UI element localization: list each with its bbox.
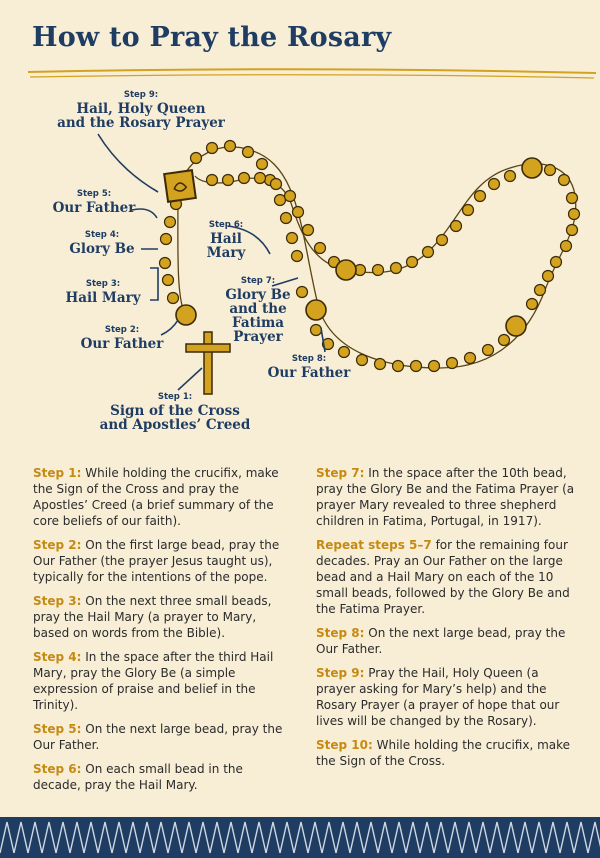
label-step2-number: Step 2: (104, 325, 140, 335)
small-bead (447, 358, 458, 369)
label-step8 (262, 355, 356, 380)
instruction-step1 (33, 465, 283, 529)
label-step9-number: Step 9: (123, 90, 159, 100)
small-bead (207, 175, 218, 186)
instruction-step6 (33, 761, 283, 793)
small-bead (391, 263, 402, 274)
small-bead (165, 217, 176, 228)
label-step3-text: Hail Mary (65, 289, 141, 306)
label-step9 (48, 91, 234, 130)
label-step7-text-line4: Prayer (233, 329, 283, 346)
label-step6-number: Step 6: (208, 220, 244, 230)
label-step1-number: Step 1: (157, 392, 193, 402)
small-bead (357, 355, 368, 366)
label-step8-text: Our Father (267, 364, 351, 381)
label-step4 (62, 231, 142, 256)
small-bead (191, 153, 202, 164)
small-bead (567, 225, 578, 236)
instruction-step7 (316, 465, 576, 529)
instruction-step9 (316, 665, 576, 729)
label-step6-text-line2: Mary (206, 245, 246, 262)
instruction-step10-key: Step 10: (316, 738, 373, 752)
label-step9-text-line2: and the Rosary Prayer (57, 115, 225, 132)
label-step1 (92, 393, 258, 432)
arrow-step1 (178, 368, 202, 390)
small-bead (465, 353, 476, 364)
small-bead (293, 207, 304, 218)
instruction-step9-key: Step 9: (316, 666, 365, 680)
small-bead (527, 299, 538, 310)
small-bead (545, 165, 556, 176)
label-step4-text: Glory Be (69, 240, 135, 257)
title-underline-2 (30, 75, 594, 78)
instruction-step3-key: Step 3: (33, 594, 82, 608)
small-bead (505, 171, 516, 182)
small-bead (281, 213, 292, 224)
small-bead (223, 175, 234, 186)
small-bead (429, 361, 440, 372)
instruction-repeat-text: for the remaining four decades. Pray an Our Father on the large bead and a Hail Mary on each of the 10 small beads, followed by the Glory Be and the Fatima Prayer. (316, 538, 570, 616)
instruction-step6-key: Step 6: (33, 762, 82, 776)
small-bead (207, 143, 218, 154)
bracket-step3 (150, 268, 158, 300)
instruction-step10-text: While holding the crucifix, make the Sign of the Cross. (316, 738, 571, 768)
instruction-step4-key: Step 4: (33, 650, 82, 664)
instruction-step5 (33, 721, 283, 753)
large-bead (336, 260, 356, 280)
small-bead (561, 241, 572, 252)
large-bead (306, 300, 326, 320)
instruction-step9-text: Pray the Hail, Holy Queen (a prayer asking for Mary’s help) and the Rosary Prayer (a prayer of hope that our lives will be changed by the Rosary). (316, 666, 560, 728)
large-bead (522, 158, 542, 178)
instruction-step3-text: On the next three small beads, pray the Hail Mary (a prayer to Mary, based on words from the Bible). (33, 594, 272, 640)
small-bead (373, 265, 384, 276)
label-step7 (220, 277, 296, 345)
label-step6 (196, 221, 256, 260)
small-bead (311, 325, 322, 336)
small-bead (407, 257, 418, 268)
instruction-step8-text: On the next large bead, pray the Our Father. (316, 626, 566, 656)
instruction-step5-text: On the next large bead, pray the Our Father. (33, 722, 283, 752)
small-bead (243, 147, 254, 158)
label-step3-number: Step 3: (85, 279, 121, 289)
instruction-step1-key: Step 1: (33, 466, 82, 480)
instruction-repeat-key: Repeat steps 5–7 (316, 538, 432, 552)
small-bead (483, 345, 494, 356)
label-step1-text-line1: Sign of the Cross (110, 402, 240, 419)
instruction-step8-key: Step 8: (316, 626, 365, 640)
large-bead (176, 305, 196, 325)
instruction-step2-key: Step 2: (33, 538, 82, 552)
label-step6-text-line1: Hail (210, 230, 242, 247)
instruction-step5-key: Step 5: (33, 722, 82, 736)
small-bead (569, 209, 580, 220)
label-step8-number: Step 8: (291, 354, 327, 364)
instruction-step1-text: While holding the crucifix, make the Sign of the Cross and pray the Apostles’ Creed (a brief summary of the core beliefs of our faith). (33, 466, 279, 528)
small-bead (297, 287, 308, 298)
label-step4-number: Step 4: (84, 230, 120, 240)
small-bead (161, 234, 172, 245)
small-bead (499, 335, 510, 346)
instruction-step10 (316, 737, 576, 769)
small-bead (551, 257, 562, 268)
instruction-step8 (316, 625, 576, 657)
small-bead (451, 221, 462, 232)
arrow-step9 (98, 134, 158, 192)
small-bead (287, 233, 298, 244)
centerpiece-medal-icon (164, 170, 196, 202)
small-bead (168, 293, 179, 304)
small-bead (411, 361, 422, 372)
small-bead (437, 235, 448, 246)
small-bead (423, 247, 434, 258)
instructions-right-column (316, 465, 576, 777)
small-bead (160, 258, 171, 269)
title-underline (28, 69, 596, 73)
label-step3 (58, 280, 148, 305)
instruction-step4 (33, 649, 283, 713)
small-bead (535, 285, 546, 296)
small-bead (315, 243, 326, 254)
instruction-step7-text: In the space after the 10th bead, pray the Glory Be and the Fatima Prayer (a prayer Mary revealed to three shepherd children in Fatima, Portugal, in 1917). (316, 466, 575, 528)
small-bead (255, 173, 266, 184)
small-bead (225, 141, 236, 152)
small-bead (393, 361, 404, 372)
instructions-left-column (33, 465, 283, 801)
instruction-repeat (316, 537, 576, 617)
instruction-step3 (33, 593, 283, 641)
instruction-step2 (33, 537, 283, 585)
small-bead (285, 191, 296, 202)
instruction-step2-text: On the first large bead, pray the Our Father (the prayer Jesus taught us), typically for the intentions of the pope. (33, 538, 280, 584)
small-bead (567, 193, 578, 204)
small-bead (163, 275, 174, 286)
label-step7-number: Step 7: (240, 276, 276, 286)
label-step7-text-line1: Glory Be (225, 286, 291, 303)
large-bead (506, 316, 526, 336)
small-bead (292, 251, 303, 262)
label-step7-text-line3: Fatima (232, 315, 284, 332)
small-bead (543, 271, 554, 282)
label-step7-text-line2: and the (229, 301, 287, 318)
label-step1-text-line2: and Apostles’ Creed (99, 417, 251, 434)
label-step2-text: Our Father (80, 335, 164, 352)
label-step9-text-line1: Hail, Holy Queen (76, 100, 206, 117)
small-bead (475, 191, 486, 202)
small-bead (375, 359, 386, 370)
small-bead (271, 179, 282, 190)
decorative-bottom-band (0, 817, 600, 858)
small-bead (239, 173, 250, 184)
small-bead (303, 225, 314, 236)
small-bead (257, 159, 268, 170)
instruction-step7-key: Step 7: (316, 466, 365, 480)
instruction-step4-text: In the space after the third Hail Mary, pray the Glory Be (a simple expression of praise and belief in the Trinity). (33, 650, 274, 712)
label-step5-text: Our Father (52, 199, 136, 216)
small-bead (275, 195, 286, 206)
instruction-step6-text: On each small bead in the decade, pray the Hail Mary. (33, 762, 243, 792)
small-bead (559, 175, 570, 186)
label-step5 (48, 190, 140, 215)
small-bead (489, 179, 500, 190)
label-step5-number: Step 5: (76, 189, 112, 199)
label-step2 (76, 326, 168, 351)
small-bead (463, 205, 474, 216)
page-title: How to Pray the Rosary (32, 22, 392, 53)
